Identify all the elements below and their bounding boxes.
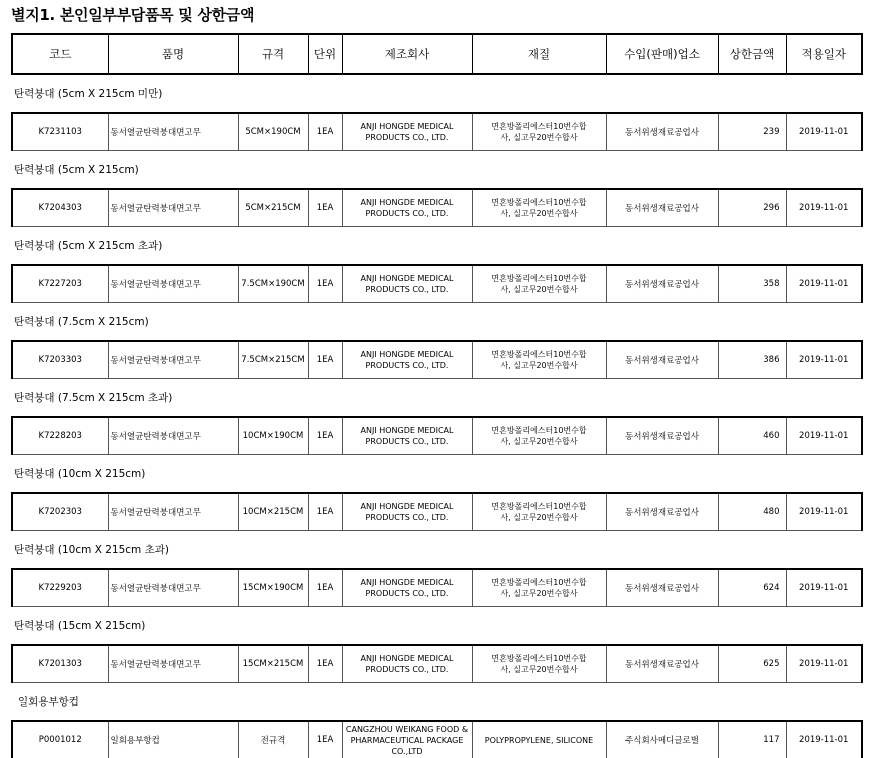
cell-importer: 동서위생재료공업사 (606, 569, 718, 607)
cell-price: 358 (718, 265, 786, 303)
cell-spec: 10CM×190CM (238, 417, 308, 455)
cell-material (472, 341, 606, 379)
cell-material-line: 사, 실고무20번수합사 (500, 513, 578, 522)
cell-manufacturer-line: PRODUCTS CO., LTD. (365, 209, 449, 218)
table-row (12, 189, 862, 227)
cell-material-line: 사, 실고무20번수합사 (500, 361, 578, 370)
cell-date: 2019-11-01 (786, 645, 862, 683)
header-code: 코드 (12, 34, 108, 74)
cell-material (472, 569, 606, 607)
category-row (12, 531, 862, 570)
category-row (12, 303, 862, 342)
category-row (12, 455, 862, 494)
cell-manufacturer-line: ANJI HONGDE MEDICAL (360, 654, 454, 663)
cell-spec: 15CM×215CM (238, 645, 308, 683)
cell-code: K7204303 (12, 189, 108, 227)
cell-date: 2019-11-01 (786, 417, 862, 455)
cell-code: K7228203 (12, 417, 108, 455)
cell-manufacturer-line: ANJI HONGDE MEDICAL (360, 502, 454, 511)
cell-manufacturer-line: PRODUCTS CO., LTD. (365, 665, 449, 674)
cell-material-line: 사, 실고무20번수합사 (500, 133, 578, 142)
table-row (12, 113, 862, 151)
table-row (12, 341, 862, 379)
cell-manufacturer-line: CANGZHOU WEIKANG FOOD & (345, 724, 469, 734)
cell-material-line: 사, 실고무20번수합사 (500, 665, 578, 674)
cell-date: 2019-11-01 (786, 265, 862, 303)
cell-unit: 1EA (308, 569, 342, 607)
cell-spec: 7.5CM×215CM (238, 341, 308, 379)
cell-manufacturer (342, 113, 472, 151)
cell-unit: 1EA (308, 265, 342, 303)
category-row (12, 151, 862, 190)
cell-material-line: 면혼방폴리에스터10번수합 (491, 654, 587, 663)
cell-manufacturer-line: ANJI HONGDE MEDICAL (360, 198, 454, 207)
cell-date: 2019-11-01 (786, 189, 862, 227)
cell-manufacturer (342, 417, 472, 455)
cell-name: 동서열균탄력붕대면고무 (108, 417, 238, 455)
header-manufacturer: 제조회사 (342, 34, 472, 74)
category-label: 일회용부항컵 (18, 696, 79, 708)
cell-material-line: 사, 실고무20번수합사 (500, 589, 578, 598)
table-body (12, 74, 862, 758)
table-header-row (12, 34, 862, 74)
category-label: 탄력붕대 (10cm X 215cm) (14, 468, 146, 480)
cell-price: 386 (718, 341, 786, 379)
cell-manufacturer-line: PRODUCTS CO., LTD. (365, 133, 449, 142)
cell-manufacturer-line: ANJI HONGDE MEDICAL (360, 426, 454, 435)
cell-manufacturer-line: PRODUCTS CO., LTD. (365, 361, 449, 370)
cell-manufacturer-line: CO.,LTD (391, 746, 423, 756)
cell-manufacturer-line: ANJI HONGDE MEDICAL (360, 122, 454, 131)
cell-material-line: 면혼방폴리에스터10번수합 (491, 502, 587, 511)
cell-material (472, 493, 606, 531)
cell-price: 460 (718, 417, 786, 455)
cell-spec: 5CM×215CM (238, 189, 308, 227)
cell-date: 2019-11-01 (786, 113, 862, 151)
cell-manufacturer-line: PRODUCTS CO., LTD. (365, 285, 449, 294)
document-title: 별지1. 본인일부부담품목 및 상한금액 (11, 6, 255, 24)
header-name: 품명 (108, 34, 238, 74)
cell-unit: 1EA (308, 721, 342, 758)
cell-unit: 1EA (308, 493, 342, 531)
cell-code: K7203303 (12, 341, 108, 379)
header-price: 상한금액 (718, 34, 786, 74)
cell-name: 동서열균탄력붕대면고무 (108, 113, 238, 151)
category-label: 탄력붕대 (5cm X 215cm 미만) (14, 88, 163, 100)
cell-price: 625 (718, 645, 786, 683)
cell-code: P0001012 (12, 721, 108, 758)
price-table (11, 33, 863, 758)
header-date: 적용일자 (786, 34, 862, 74)
category-label: 탄력붕대 (10cm X 215cm 초과) (14, 544, 169, 556)
category-row (12, 74, 862, 113)
table-row (12, 265, 862, 303)
cell-unit: 1EA (308, 113, 342, 151)
cell-price: 296 (718, 189, 786, 227)
category-row (12, 683, 862, 722)
cell-manufacturer (342, 189, 472, 227)
cell-importer: 동서위생재료공업사 (606, 341, 718, 379)
cell-material-line: 사, 실고무20번수합사 (500, 437, 578, 446)
cell-manufacturer (342, 569, 472, 607)
category-label: 탄력붕대 (5cm X 215cm) (14, 164, 139, 176)
cell-price: 117 (718, 721, 786, 758)
cell-code: K7201303 (12, 645, 108, 683)
cell-importer: 동서위생재료공업사 (606, 189, 718, 227)
header-unit: 단위 (308, 34, 342, 74)
cell-manufacturer-line: ANJI HONGDE MEDICAL (360, 578, 454, 587)
cell-importer: 동서위생재료공업사 (606, 645, 718, 683)
cell-material (472, 265, 606, 303)
cell-unit: 1EA (308, 189, 342, 227)
category-label: 탄력붕대 (7.5cm X 215cm 초과) (14, 392, 173, 404)
cell-name: 동서열균탄력붕대면고무 (108, 341, 238, 379)
cell-spec: 15CM×190CM (238, 569, 308, 607)
cell-material (472, 721, 606, 758)
cell-manufacturer (342, 645, 472, 683)
cell-spec: 전규격 (238, 721, 308, 758)
cell-importer: 동서위생재료공업사 (606, 417, 718, 455)
table-row (12, 645, 862, 683)
cell-manufacturer (342, 721, 472, 758)
cell-price: 480 (718, 493, 786, 531)
cell-material-line: 면혼방폴리에스터10번수합 (491, 350, 587, 359)
category-label: 탄력붕대 (15cm X 215cm) (14, 620, 146, 632)
cell-name: 일회용부항컵 (108, 721, 238, 758)
cell-price: 239 (718, 113, 786, 151)
category-label: 탄력붕대 (5cm X 215cm 초과) (14, 240, 163, 252)
category-label: 탄력붕대 (7.5cm X 215cm) (14, 316, 149, 328)
cell-spec: 5CM×190CM (238, 113, 308, 151)
cell-material-line: 면혼방폴리에스터10번수합 (491, 198, 587, 207)
cell-price: 624 (718, 569, 786, 607)
cell-unit: 1EA (308, 645, 342, 683)
table-row (12, 493, 862, 531)
cell-manufacturer-line: ANJI HONGDE MEDICAL (360, 350, 454, 359)
cell-code: K7231103 (12, 113, 108, 151)
cell-date: 2019-11-01 (786, 721, 862, 758)
cell-code: K7227203 (12, 265, 108, 303)
cell-manufacturer (342, 493, 472, 531)
cell-importer: 동서위생재료공업사 (606, 493, 718, 531)
cell-name: 동서열균탄력붕대면고무 (108, 569, 238, 607)
cell-spec: 10CM×215CM (238, 493, 308, 531)
cell-code: K7202303 (12, 493, 108, 531)
cell-material-line: 면혼방폴리에스터10번수합 (491, 122, 587, 131)
cell-material-line: 면혼방폴리에스터10번수합 (491, 274, 587, 283)
cell-code: K7229203 (12, 569, 108, 607)
header-importer: 수입(판매)업소 (606, 34, 718, 74)
cell-manufacturer-line: PHARMACEUTICAL PACKAGE (350, 735, 464, 745)
cell-importer: 동서위생재료공업사 (606, 265, 718, 303)
category-row (12, 227, 862, 266)
cell-material (472, 645, 606, 683)
table-row (12, 721, 862, 758)
cell-manufacturer-line: PRODUCTS CO., LTD. (365, 513, 449, 522)
cell-material-line: 면혼방폴리에스터10번수합 (491, 578, 587, 587)
cell-material (472, 189, 606, 227)
cell-name: 동서열균탄력붕대면고무 (108, 493, 238, 531)
cell-importer: 동서위생재료공업사 (606, 113, 718, 151)
cell-date: 2019-11-01 (786, 569, 862, 607)
category-row (12, 379, 862, 418)
cell-date: 2019-11-01 (786, 493, 862, 531)
cell-date: 2019-11-01 (786, 341, 862, 379)
cell-unit: 1EA (308, 341, 342, 379)
cell-manufacturer-line: PRODUCTS CO., LTD. (365, 437, 449, 446)
cell-unit: 1EA (308, 417, 342, 455)
cell-name: 동서열균탄력붕대면고무 (108, 265, 238, 303)
cell-material-line: POLYPROPYLENE, SILICONE (484, 735, 594, 745)
header-material: 재질 (472, 34, 606, 74)
cell-importer: 주식회사메디글로벌 (606, 721, 718, 758)
cell-material-line: 사, 실고무20번수합사 (500, 285, 578, 294)
cell-manufacturer-line: PRODUCTS CO., LTD. (365, 589, 449, 598)
cell-manufacturer (342, 341, 472, 379)
cell-spec: 7.5CM×190CM (238, 265, 308, 303)
cell-name: 동서열균탄력붕대면고무 (108, 645, 238, 683)
table-row (12, 417, 862, 455)
cell-name: 동서열균탄력붕대면고무 (108, 189, 238, 227)
table-row (12, 569, 862, 607)
header-spec: 규격 (238, 34, 308, 74)
cell-material-line: 면혼방폴리에스터10번수합 (491, 426, 587, 435)
cell-material (472, 113, 606, 151)
cell-material-line: 사, 실고무20번수합사 (500, 209, 578, 218)
category-row (12, 607, 862, 646)
cell-manufacturer (342, 265, 472, 303)
cell-manufacturer-line: ANJI HONGDE MEDICAL (360, 274, 454, 283)
cell-material (472, 417, 606, 455)
